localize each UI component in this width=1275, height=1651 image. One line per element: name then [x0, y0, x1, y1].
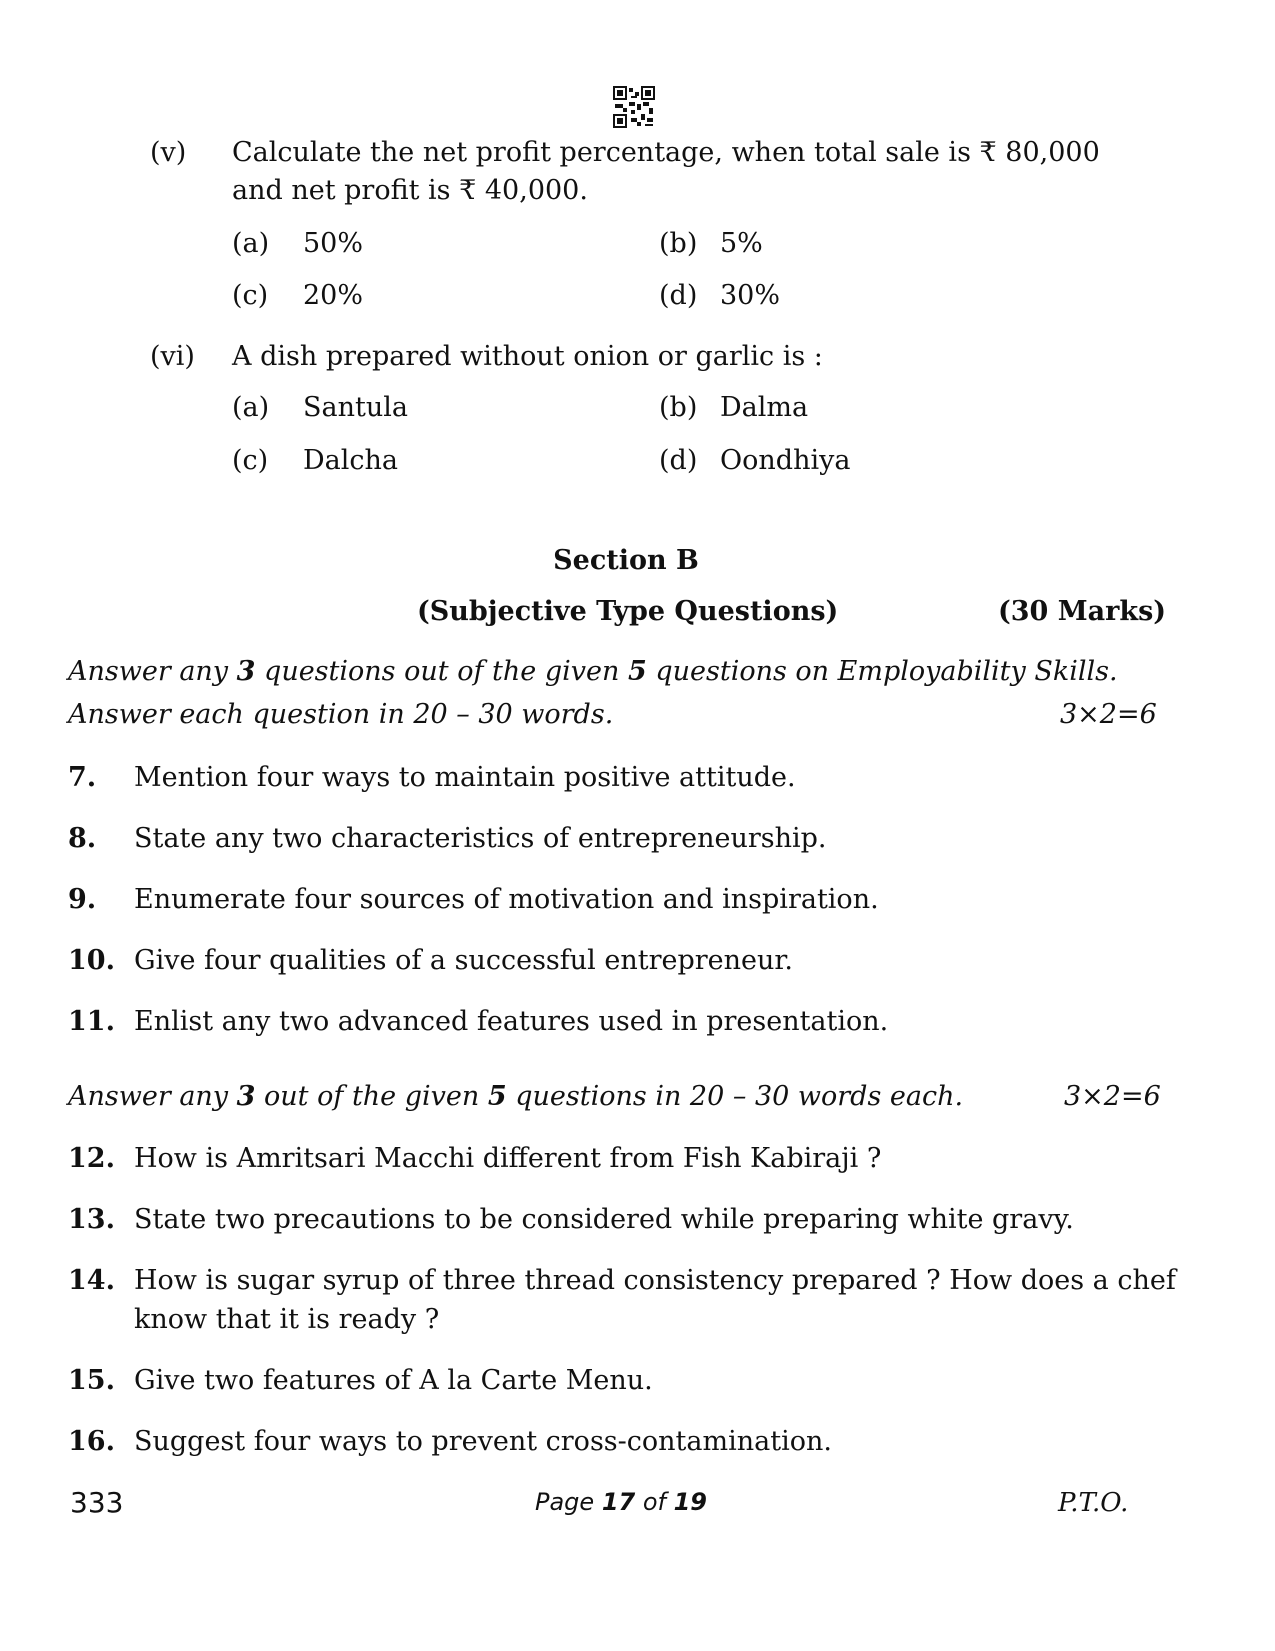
instruction-2-marks: 3×2=6	[1064, 1081, 1161, 1112]
option-text: Dalcha	[303, 445, 398, 476]
question-text: Mention four ways to maintain positive attitude.	[134, 762, 796, 793]
question-text: How is sugar syrup of three thread consistency prepared ? How does a chef	[134, 1265, 1176, 1296]
question-number: 10.	[68, 945, 115, 976]
question-text: Give two features of A la Carte Menu.	[134, 1365, 653, 1396]
instruction-2: Answer any 3 out of the given 5 questions in 20 – 30 words each.	[68, 1081, 964, 1112]
page-number: Page 17 of 19	[535, 1488, 708, 1516]
question-text: How is Amritsari Macchi different from Fish Kabiraji ?	[134, 1143, 882, 1174]
question-number: 13.	[68, 1204, 115, 1235]
option-key: (b)	[659, 228, 698, 259]
question-label-v: (v)	[150, 137, 187, 168]
question-text: Suggest four ways to prevent cross-contamination.	[134, 1426, 832, 1457]
question-text-continued: know that it is ready ?	[134, 1304, 440, 1335]
option-text: 50%	[303, 228, 364, 259]
question-number: 14.	[68, 1265, 115, 1296]
question-text: Enlist any two advanced features used in presentation.	[134, 1006, 889, 1037]
instruction-1-line2: Answer each question in 20 – 30 words.	[68, 699, 614, 730]
option-key: (c)	[232, 280, 269, 311]
option-key: (d)	[659, 280, 698, 311]
question-vi-line1: A dish prepared without onion or garlic is :	[232, 341, 823, 372]
option-key: (a)	[232, 228, 270, 259]
question-number: 7.	[68, 762, 97, 793]
question-v-line1: Calculate the net profit percentage, when total sale is ₹ 80,000	[232, 137, 1100, 168]
question-v-line2: and net profit is ₹ 40,000.	[232, 175, 588, 206]
option-text: 30%	[720, 280, 781, 311]
option-text: Oondhiya	[720, 445, 851, 476]
question-text: State any two characteristics of entrepreneurship.	[134, 823, 827, 854]
question-number: 15.	[68, 1365, 115, 1396]
question-number: 12.	[68, 1143, 115, 1174]
option-text: Dalma	[720, 392, 809, 423]
option-key: (c)	[232, 445, 269, 476]
section-title: Section B	[553, 545, 699, 576]
question-label-vi: (vi)	[150, 341, 195, 372]
question-number: 16.	[68, 1426, 115, 1457]
option-text: Santula	[303, 392, 408, 423]
option-text: 20%	[303, 280, 364, 311]
question-text: Give four qualities of a successful entrepreneur.	[134, 945, 793, 976]
question-number: 8.	[68, 823, 97, 854]
question-number: 11.	[68, 1006, 115, 1037]
qr-code-icon	[613, 86, 655, 128]
question-text: State two precautions to be considered while preparing white gravy.	[134, 1204, 1074, 1235]
pto-marker: P.T.O.	[1058, 1488, 1129, 1518]
section-marks: (30 Marks)	[998, 596, 1167, 627]
option-key: (b)	[659, 392, 698, 423]
section-subtitle: (Subjective Type Questions)	[417, 596, 839, 627]
paper-code: 333	[70, 1486, 124, 1519]
question-text: Enumerate four sources of motivation and inspiration.	[134, 884, 879, 915]
option-key: (a)	[232, 392, 270, 423]
option-key: (d)	[659, 445, 698, 476]
option-text: 5%	[720, 228, 763, 259]
instruction-1-marks: 3×2=6	[1060, 699, 1157, 730]
question-number: 9.	[68, 884, 97, 915]
instruction-1-line1: Answer any 3 questions out of the given 5 questions on Employability Skills.	[68, 656, 1118, 687]
